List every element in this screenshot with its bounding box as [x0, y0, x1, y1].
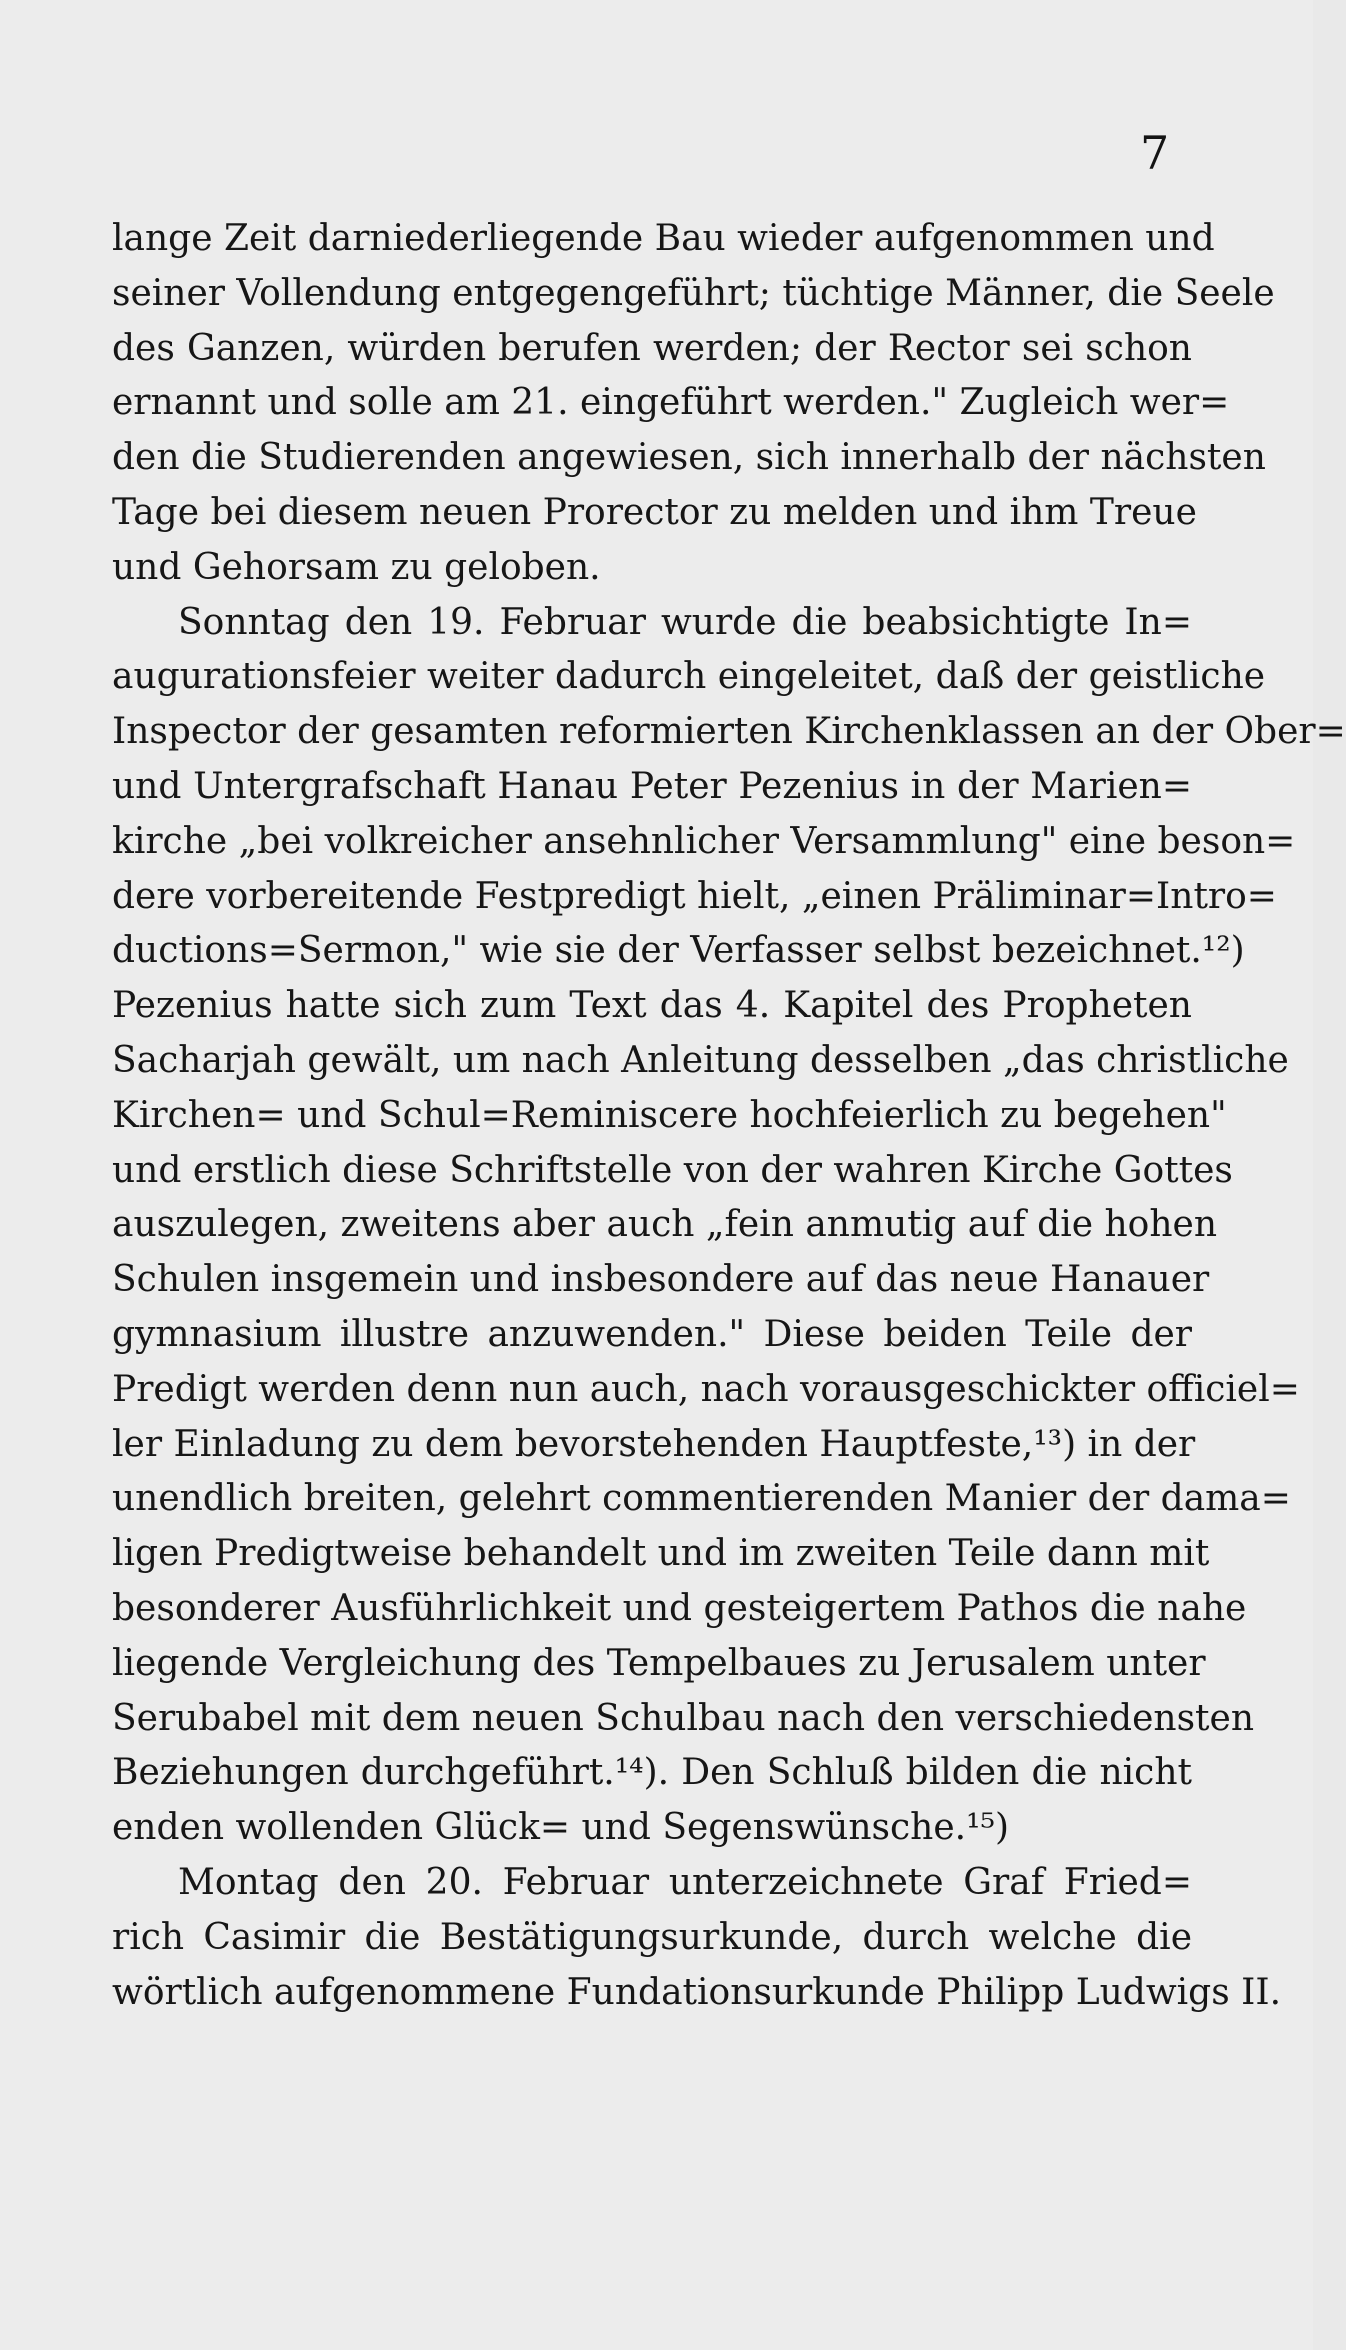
text-line: ductions=Sermon," wie sie der Verfasser selbst bezeichnet.¹²)	[112, 930, 1245, 972]
text-line: ler Einladung zu dem bevorstehenden Hauptfeste,¹³) in der	[112, 1423, 1196, 1465]
text-line: rich Casimir die Bestätigungsurkunde, durch welche die	[112, 1916, 1192, 1958]
text-line: und erstlich diese Schriftstelle von der wahren Kirche Gottes	[112, 1149, 1233, 1191]
text-line: und Untergrafschaft Hanau Peter Pezenius in der Marien=	[112, 765, 1192, 807]
text-line: Serubabel mit dem neuen Schulbau nach den verschiedensten	[112, 1697, 1254, 1739]
text-line: liegende Vergleichung des Tempelbaues zu Jerusalem unter	[112, 1642, 1206, 1684]
text-line: ernannt und solle am 21. eingeführt werden." Zugleich wer=	[112, 382, 1230, 424]
text-line: enden wollenden Glück= und Segenswünsche.¹⁵)	[112, 1807, 1009, 1849]
text-line: den die Studierenden angewiesen, sich innerhalb der nächsten	[112, 437, 1266, 479]
text-line: unendlich breiten, gelehrt commentierenden Manier der dama=	[112, 1478, 1291, 1520]
text-line: und Gehorsam zu geloben.	[112, 546, 601, 588]
text-line: kirche „bei volkreicher ansehnlicher Versammlung" eine beson=	[112, 820, 1296, 862]
page-number: 7	[1140, 126, 1170, 180]
text-line: Inspector der gesamten reformierten Kirchenklassen an der Ober=	[112, 711, 1346, 753]
text-line: augurationsfeier weiter dadurch eingeleitet, daß der geistliche	[112, 656, 1266, 698]
text-line: dere vorbereitende Festpredigt hielt, „einen Präliminar=Intro=	[112, 875, 1277, 917]
text-line: wörtlich aufgenommene Fundationsurkunde Philipp Ludwigs II.	[112, 1971, 1282, 2013]
text-line: Kirchen= und Schul=Reminiscere hochfeierlich zu begehen"	[112, 1094, 1227, 1136]
text-line: lange Zeit darniederliegende Bau wieder aufgenommen und	[112, 218, 1215, 259]
text-line: des Ganzen, würden berufen werden; der Rector sei schon	[112, 327, 1192, 369]
body-text	[112, 212, 1346, 2020]
text-line: besonderer Ausführlichkeit und gesteigertem Pathos die nahe	[112, 1587, 1247, 1629]
text-line: seiner Vollendung entgegengeführt; tüchtige Männer, die Seele	[112, 272, 1275, 314]
text-line: Schulen insgemein und insbesondere auf das neue Hanauer	[112, 1259, 1210, 1301]
text-line: auszulegen, zweitens aber auch „fein anmutig auf die hohen	[112, 1204, 1218, 1246]
text-line: Sacharjah gewält, um nach Anleitung desselben „das christliche	[112, 1039, 1289, 1081]
text-line: Pezenius hatte sich zum Text das 4. Kapitel des Propheten	[112, 985, 1192, 1027]
text-line: Montag den 20. Februar unterzeichnete Graf Fried=	[178, 1861, 1192, 1903]
text-line: Tage bei diesem neuen Prorector zu melden und ihm Treue	[112, 491, 1197, 533]
text-line: ligen Predigtweise behandelt und im zweiten Teile dann mit	[112, 1533, 1210, 1575]
text-line: gymnasium illustre anzuwenden." Diese beiden Teile der	[112, 1313, 1192, 1355]
text-line: Predigt werden denn nun auch, nach vorausgeschickter officiel=	[112, 1368, 1300, 1410]
text-line: Beziehungen durchgeführt.¹⁴). Den Schluß bilden die nicht	[112, 1752, 1192, 1794]
text-line: Sonntag den 19. Februar wurde die beabsichtigte In=	[178, 601, 1192, 643]
